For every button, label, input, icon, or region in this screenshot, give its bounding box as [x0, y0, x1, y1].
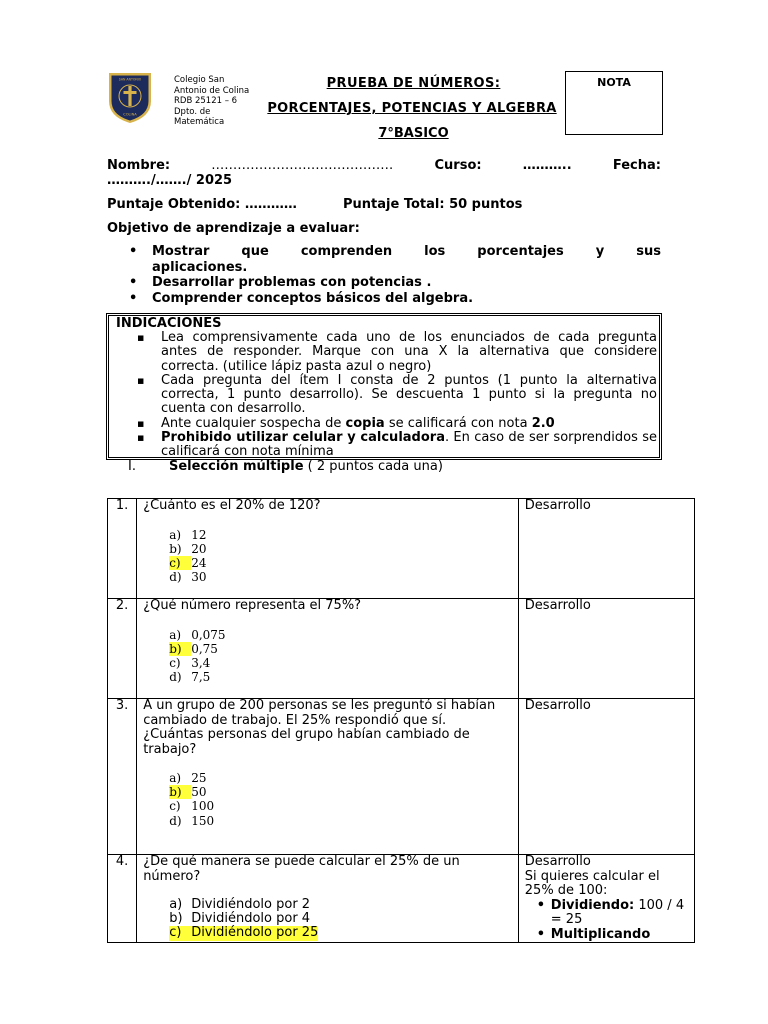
indicacion-item — [109, 417, 657, 431]
section-note: ( 2 puntos cada una) — [303, 459, 443, 474]
option-text: 25 — [191, 771, 207, 785]
option-letter: b) — [169, 785, 191, 799]
option-letter: b) — [169, 642, 191, 656]
desarrollo-list — [525, 899, 688, 943]
section-heading — [128, 459, 443, 474]
desarrollo-cell[interactable] — [518, 599, 694, 699]
option-text: 0,75 — [191, 641, 218, 656]
puntaje-total: Puntaje Total: 50 puntos — [343, 197, 523, 212]
school-line: Colegio San — [174, 75, 225, 85]
table-row — [108, 699, 695, 855]
question-text: ¿De qué manera se puede calcular el 25% de un número? — [143, 854, 460, 884]
option-c[interactable] — [169, 656, 512, 670]
school-line: Matemática — [174, 117, 225, 127]
word: y — [595, 244, 605, 259]
option-text: 7,5 — [191, 670, 211, 685]
option-c[interactable] — [169, 926, 512, 940]
page-subtitle: PORCENTAJES, POTENCIAS Y ALGEBRA — [267, 101, 557, 116]
question-cell — [137, 699, 519, 855]
logo-text-top: SAN ANTONIO — [118, 77, 142, 82]
option-letter: a) — [169, 897, 183, 912]
table-row — [108, 855, 695, 943]
option-letter: c) — [169, 925, 182, 941]
nota-label: NOTA — [597, 76, 631, 89]
student-info-line — [107, 158, 661, 173]
indicaciones-box — [106, 313, 662, 460]
desarrollo-label: Desarrollo — [524, 698, 591, 713]
option-text: Dividiéndolo por 4 — [191, 911, 311, 927]
option-text: 50 — [191, 785, 207, 800]
question-number: 2. — [108, 599, 137, 699]
option-c[interactable] — [169, 799, 512, 813]
indicacion-item: ▪ Lea comprensivamente cada uno de los enunciados de cada pregunta antes de responder. Marque con una X la alternativa que considere correcta. (utilice lápiz pasta azul o negro) — [109, 331, 657, 374]
school-line: Antonio de Colina — [174, 85, 250, 96]
grade-label: 7°BASICO — [378, 126, 449, 141]
option-letter: d) — [169, 570, 182, 585]
option-d[interactable] — [169, 670, 512, 684]
option-letter: c) — [169, 799, 181, 814]
option-a[interactable] — [169, 528, 512, 542]
section-number: I. — [128, 459, 136, 474]
nombre-label: Nombre: — [107, 158, 171, 173]
text: 100 / 4 = 25 — [550, 897, 685, 927]
option-text: 3,4 — [191, 655, 211, 670]
question-number: 4. — [108, 855, 137, 943]
word: • Mostrar — [152, 244, 210, 259]
option-a[interactable] — [169, 898, 512, 912]
question-number: 1. — [108, 499, 137, 599]
desarrollo-item — [525, 899, 688, 928]
word: que — [241, 244, 269, 259]
page-title: PRUEBA DE NÚMEROS: — [326, 76, 501, 91]
word: porcentajes — [477, 244, 564, 259]
options-list — [169, 771, 512, 828]
objective-item — [107, 244, 661, 275]
school-logo — [107, 71, 153, 125]
desarrollo-text: Si quieres calcular el 25% de 100: — [524, 868, 660, 898]
desarrollo-cell[interactable] — [518, 499, 694, 599]
options-list — [169, 628, 512, 685]
option-letter: b) — [169, 541, 182, 556]
option-a[interactable] — [169, 628, 512, 642]
indicacion-item: ▪ Cada pregunta del ítem I consta de 2 puntos (1 punto la alternativa correcta, 1 punto desarrollo). Se descuenta 1 punto si la pregunta no cuenta con desarrollo. — [109, 374, 657, 417]
indicaciones-list — [109, 331, 657, 459]
objective-item: • Desarrollar problemas con potencias . — [107, 275, 661, 291]
option-letter: c) — [169, 556, 191, 570]
question-text: ¿Cuántas personas del grupo habían cambiado de trabajo? — [143, 727, 470, 757]
logo-text-bottom: COLINA — [123, 112, 137, 117]
option-d[interactable] — [169, 570, 512, 584]
option-text: 100 — [191, 799, 215, 814]
word: los — [424, 244, 446, 259]
table-row — [108, 499, 695, 599]
indicacion-item — [109, 431, 657, 459]
option-text: 20 — [191, 541, 207, 556]
option-a[interactable] — [169, 771, 512, 785]
option-b[interactable] — [169, 642, 512, 656]
option-text: 30 — [191, 570, 207, 585]
text-bold: Dividiendo: — [550, 897, 635, 913]
option-c[interactable] — [169, 556, 512, 570]
desarrollo-label: Desarrollo — [524, 598, 591, 613]
option-letter: a) — [169, 771, 182, 785]
option-letter: b) — [169, 911, 183, 927]
nota-box — [565, 71, 663, 135]
school-info — [174, 75, 264, 128]
desarrollo-label: Desarrollo — [524, 854, 591, 869]
option-text: Dividiéndolo por 25 — [191, 925, 319, 941]
text: . En caso de ser sorprendidos se calificará con nota mínima — [161, 430, 657, 459]
desarrollo-cell[interactable] — [518, 855, 694, 943]
indicaciones-title: INDICACIONES — [116, 316, 222, 331]
fecha-field[interactable]: ………./……./ 2025 — [107, 173, 233, 188]
text-bold: copia — [345, 415, 385, 431]
text-bold: Prohibido utilizar celular y calculadora — [161, 430, 445, 446]
question-cell — [137, 855, 519, 943]
question-cell — [137, 599, 519, 699]
option-text: 150 — [191, 813, 215, 828]
text: se calificará con nota — [384, 415, 532, 431]
puntaje-obtenido[interactable]: Puntaje Obtenido: ………… — [107, 197, 297, 212]
school-line: Dpto. de — [174, 106, 211, 117]
option-letter: a) — [169, 527, 182, 542]
option-letter: d) — [169, 670, 182, 685]
word: sus — [636, 244, 661, 259]
section-title: Selección múltiple — [168, 459, 304, 474]
question-text: A un grupo de 200 personas se les preguntó si habían cambiado de trabajo. El 25% respondió que sí. — [143, 698, 496, 728]
word: comprenden — [300, 244, 393, 259]
option-b[interactable] — [169, 542, 512, 556]
option-letter: a) — [169, 627, 182, 642]
option-b[interactable] — [169, 912, 512, 926]
objetivo-label: Objetivo de aprendizaje a evaluar: — [107, 221, 360, 236]
school-line: RDB 25121 – 6 — [174, 96, 238, 106]
option-letter: c) — [169, 655, 181, 670]
question-text: ¿Qué número representa el 75%? — [143, 598, 362, 613]
objectives-list — [107, 244, 661, 306]
option-text: 24 — [191, 555, 207, 570]
options-list — [169, 898, 512, 941]
desarrollo-cell[interactable] — [518, 699, 694, 855]
title-area — [262, 72, 565, 122]
text-bold: 2.0 — [531, 415, 555, 431]
cross-icon — [128, 86, 131, 106]
nombre-field[interactable]: …………………………………… — [211, 158, 394, 173]
option-letter: d) — [169, 813, 182, 828]
fecha-label: Fecha: — [612, 158, 661, 173]
objective-item: • Comprender conceptos básicos del algebra. — [107, 291, 661, 307]
option-d[interactable] — [169, 814, 512, 828]
curso-label: Curso: — [434, 158, 482, 173]
option-text: Dividiéndolo por 2 — [191, 897, 311, 912]
desarrollo-item: • Multiplicando — [525, 928, 688, 943]
option-text: 0,075 — [191, 627, 226, 642]
question-text: ¿Cuánto es el 20% de 120? — [143, 498, 321, 513]
desarrollo-label: Desarrollo — [524, 498, 591, 513]
option-text: 12 — [191, 527, 207, 542]
question-number: 3. — [108, 699, 137, 855]
question-cell — [137, 499, 519, 599]
table-row — [108, 599, 695, 699]
objective-cont: aplicaciones. — [152, 259, 248, 275]
questions-table — [107, 498, 695, 943]
options-list — [169, 528, 512, 585]
option-b[interactable] — [169, 785, 512, 799]
text: Ante cualquier sospecha de — [161, 415, 346, 431]
curso-field[interactable]: ……….. — [522, 158, 572, 173]
